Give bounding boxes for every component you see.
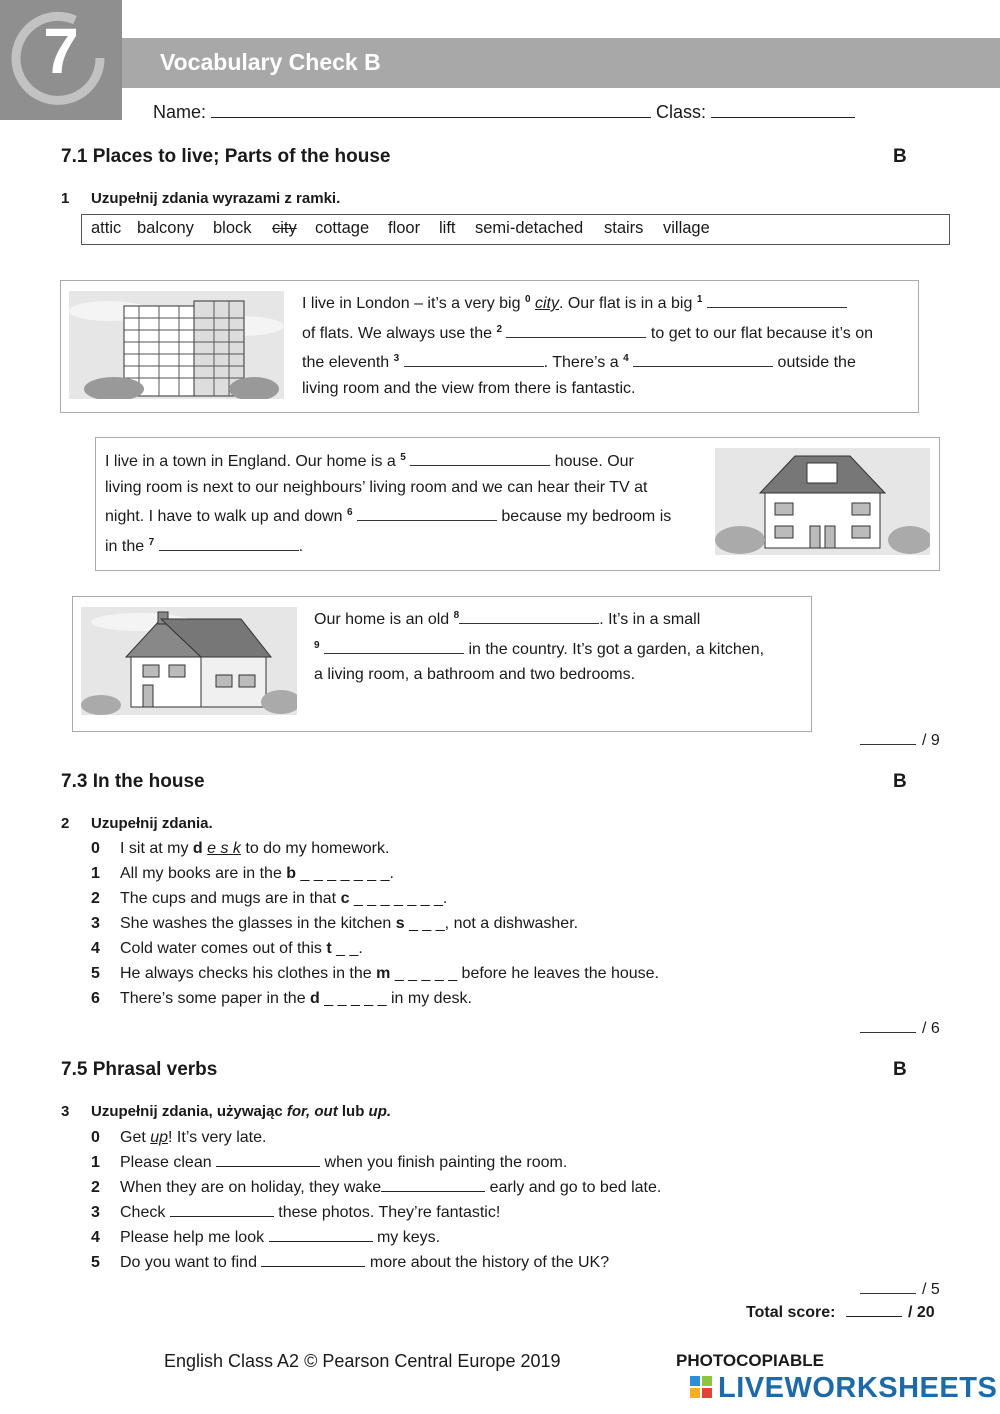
gap-9[interactable] <box>324 641 464 654</box>
logo-square-icon <box>690 1388 700 1398</box>
gap-6[interactable] <box>357 508 497 521</box>
list-item[interactable]: 4 Cold water comes out of this t _ _. <box>91 940 363 957</box>
text-panel-london <box>60 280 919 413</box>
total-score-field[interactable] <box>846 1316 902 1317</box>
list-item: 4 Please help me look my keys. <box>91 1229 441 1246</box>
page-title: Vocabulary Check B <box>160 49 381 75</box>
score-field[interactable] <box>860 744 916 745</box>
letter-gaps[interactable]: _ _ _ <box>409 915 445 932</box>
score-section-2: / 6 <box>860 1020 940 1038</box>
gap-4[interactable] <box>633 354 773 367</box>
panel-text-country: Our home is an old $^8$ . It’s in a small $^9$ in the country. It’s got a garden, a kitchen, a living room, a bathroom and two bedrooms. <box>314 610 765 683</box>
word-item: village <box>663 219 710 237</box>
answer-field[interactable] <box>381 1191 485 1192</box>
gap-5[interactable] <box>410 453 550 466</box>
gap-7[interactable] <box>159 538 299 551</box>
list-item: 5 Do you want to find more about the history of the UK? <box>91 1254 610 1271</box>
footer-copyright: English Class A2 © Pearson Central Europe 2019 <box>164 1351 561 1371</box>
gap-2[interactable] <box>506 325 646 338</box>
semi-detached-house-icon <box>715 448 930 555</box>
exercise-number: 1 <box>61 190 70 207</box>
word-item: balcony <box>137 219 194 237</box>
word-item: semi-detached <box>475 219 584 237</box>
list-item: 3 Check these photos. They’re fantastic! <box>91 1204 501 1221</box>
answer-field[interactable] <box>269 1241 373 1242</box>
example-answer: city <box>534 295 559 312</box>
list-item: 0 I sit at my d e s k to do my homework. <box>91 840 390 857</box>
word-item: block <box>213 219 252 237</box>
cottage-icon <box>81 607 297 715</box>
score-field[interactable] <box>860 1293 916 1294</box>
exercise-instruction: Uzupełnij zdania wyrazami z ramki. <box>91 190 341 207</box>
name-class-row <box>153 102 855 123</box>
letter-gaps[interactable]: _ _ _ _ _ <box>324 990 387 1007</box>
answer-field[interactable] <box>216 1166 320 1167</box>
list-item[interactable]: 5 He always checks his clothes in the m _ _ _ _ _ before he leaves the house. <box>91 965 660 982</box>
list-item[interactable]: 6 There’s some paper in the d _ _ _ _ _ in my desk. <box>91 990 472 1007</box>
list-item[interactable]: 3 She washes the glasses in the kitchen s _ _ _, not a dishwasher. <box>91 915 579 932</box>
panel-text-london: I live in London – it’s a very big $^0$ city. Our flat is in a big $^1$ of flats. We always use the $^2$ to get to our flat because it’s on the eleventh $^3$ . There’s a $^4$ outside the living room and the view from there is fantastic. <box>302 294 873 397</box>
exercise-1-title <box>61 190 340 207</box>
section-heading-places: 7.1 Places to live; Parts of the house <box>61 146 391 167</box>
section-level-3: B <box>893 1059 907 1080</box>
example-answer: up <box>150 1129 169 1146</box>
gap-8[interactable] <box>459 611 599 624</box>
name-label: Name: <box>153 102 207 122</box>
section-heading-phrasal: 7.5 Phrasal verbs <box>61 1059 218 1080</box>
name-field[interactable] <box>211 117 651 118</box>
section-level-1: B <box>893 146 907 167</box>
unit-badge <box>0 0 122 120</box>
logo-square-icon <box>702 1376 712 1386</box>
exercise-2-title: 2 Uzupełnij zdania. <box>61 815 213 832</box>
word-item: stairs <box>604 219 644 237</box>
answer-field[interactable] <box>170 1216 274 1217</box>
list-item[interactable]: 1 All my books are in the b _ _ _ _ _ _ _. <box>91 865 394 882</box>
list-item: 0 Get up! It’s very late. <box>91 1129 267 1146</box>
word-item: lift <box>439 219 456 237</box>
score-field[interactable] <box>860 1032 916 1033</box>
word-item: floor <box>388 219 421 237</box>
list-item[interactable]: 2 The cups and mugs are in that c _ _ _ _ _ _ _. <box>91 890 448 907</box>
letter-gaps[interactable]: _ _ _ _ _ _ _ <box>300 865 390 882</box>
exercise-3-title: 3 Uzupełnij zdania, używając for, out lub up. <box>61 1103 392 1120</box>
word-item-struck: city <box>272 219 297 237</box>
text-panel-country <box>72 596 812 732</box>
section-level-2: B <box>893 771 907 792</box>
footer-photocopiable: PHOTOCOPIABLE <box>676 1351 824 1370</box>
letter-gaps[interactable]: _ _ _ _ _ <box>394 965 458 982</box>
logo-square-icon <box>690 1376 700 1386</box>
section-heading-house: 7.3 In the house <box>61 771 205 792</box>
list-item: 1 Please clean when you finish painting the room. <box>91 1154 568 1171</box>
word-box <box>81 214 950 245</box>
word-item: attic <box>91 219 122 237</box>
brand-name: LIVEWORKSHEETS <box>718 1372 998 1404</box>
class-field[interactable] <box>711 117 855 118</box>
score-section-1: / 9 <box>860 732 940 750</box>
text-panel-town <box>95 437 940 571</box>
total-score: Total score: / 20 <box>746 1304 935 1321</box>
logo-square-icon <box>702 1388 712 1398</box>
score-section-3: / 5 <box>860 1281 940 1299</box>
panel-text-town: I live in a town in England. Our home is a $^5$ house. Our living room is next to our neighbours’ living room and we can hear their TV at night. I have to walk up and down $^6$ because my bedroom is in the $^7$ . <box>105 452 672 555</box>
gap-3[interactable] <box>404 354 544 367</box>
tower-block-icon <box>69 291 284 399</box>
list-item: 2 When they are on holiday, they wake early and go to bed late. <box>91 1179 662 1196</box>
unit-number: 7 <box>43 15 79 87</box>
gap-1[interactable] <box>707 295 847 308</box>
example-answer: e s k <box>207 840 241 857</box>
letter-gaps[interactable]: _ _ <box>336 940 359 957</box>
word-item: cottage <box>315 219 370 237</box>
answer-field[interactable] <box>261 1266 365 1267</box>
letter-gaps[interactable]: _ _ _ _ _ _ _ <box>353 890 443 907</box>
class-label: Class: <box>656 102 707 122</box>
